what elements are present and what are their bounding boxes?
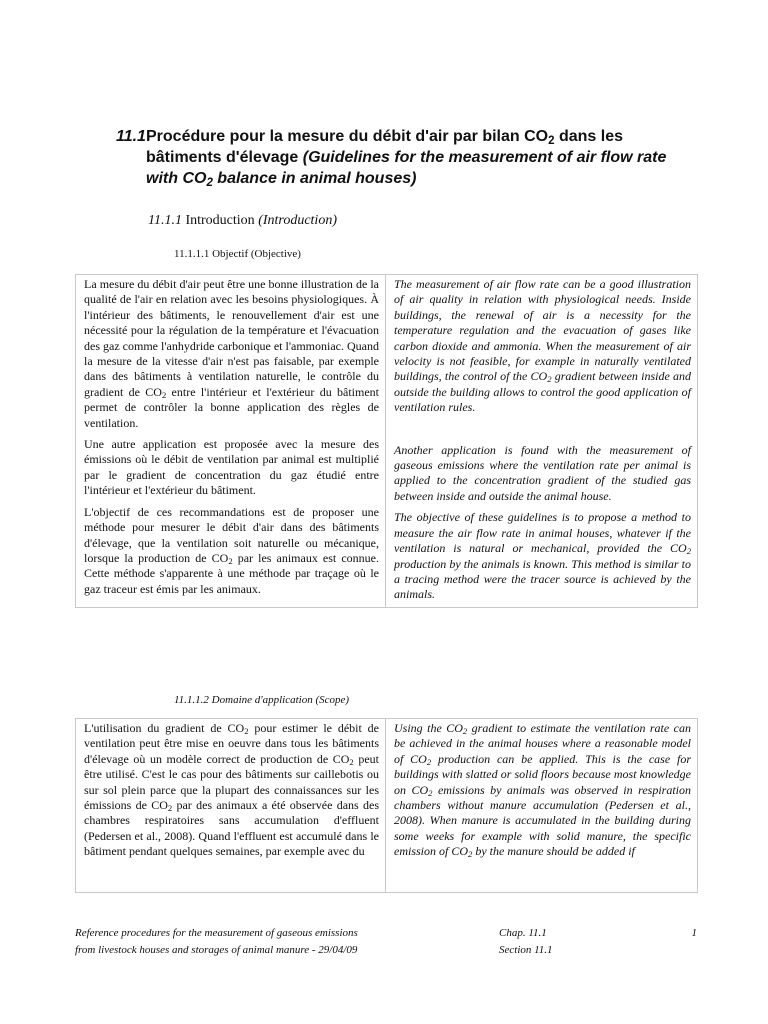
footer-line: from livestock houses and storages of animal manure - 29/04/09: [75, 944, 358, 956]
paragraph: Une autre application est proposée avec la mesure des émissions où le débit de ventilation par animal est multiplié par le gradient de concentration du gaz étudié entre l'intérieur et l'extérieur du bâtiment.: [84, 437, 379, 498]
scope-table: [75, 718, 698, 893]
french-column: [76, 719, 386, 893]
section-label: Section 11.1: [499, 944, 553, 956]
footer-reference: [75, 925, 455, 959]
paragraph: The objective of these guidelines is to propose a method to measure the air flow rate in animal houses, whatever if the ventilation is natural or mechanical, provided the $CO_2$ production by the animals is known. This method is similar to a tracing method were the tracer source is achieved by the animals.: [394, 510, 691, 602]
subsection-number: 11.1.1: [148, 213, 182, 228]
heading-title-fr: Procédure pour la mesure du débit d'air par bilan $CO_2$ dans les bâtiments d'élevage: [146, 128, 623, 166]
footer-line: Reference procedures for the measurement of gaseous emissions: [75, 927, 358, 939]
subsection-title-en: (Introduction): [258, 213, 337, 228]
objective-table: [75, 274, 698, 608]
subsection-heading-11-1-1: [148, 212, 337, 230]
paragraph: La mesure du débit d'air peut être une bonne illustration de la qualité de l'air en relation avec les besoins physiologiques. À l'intérieur des bâtiments, le renouvellement d'air est une nécessité pour la régulation de la température et l'évacuation des gaz comme l'anhydride carbonique et l'ammoniac. Quand la mesure de la vitesse d'air n'est pas faisable, par exemple dans des bâtiments à ventilation naturelle, le contrôle du gradient de $CO_2$ entre l'intérieur et l'extérieur du bâtiment permet de contrôler la bonne application des règles de ventilation.: [84, 277, 379, 430]
subsubsection-heading-objective: 11.1.1.1 Objectif (Objective): [174, 248, 301, 260]
chapter-label: Chap. 11.1: [499, 927, 547, 939]
page-number: 1: [691, 927, 697, 939]
subsubsection-heading-scope: 11.1.1.2 Domaine d'application (Scope): [174, 694, 350, 706]
paragraph: The measurement of air flow rate can be a good illustration of air quality in relation with physiological needs. Inside buildings, the renewal of air is a necessity for the temperature regulation and the evacuation of gases like carbon dioxide and ammonia. When the measurement of air velocity is not feasible, for example in naturally ventilated buildings, the control of the $CO_2$ gradient between inside and outside the building allows to control the good application of ventilation rules.: [394, 277, 691, 415]
table-row: [76, 275, 698, 608]
paragraph: Another application is found with the measurement of gaseous emissions where the ventilation rate per animal is applied to the concentration gradient of the studied gas between inside and outside the animal house.: [394, 442, 691, 503]
english-column: [386, 275, 698, 608]
paragraph: L'objectif de ces recommandations est de proposer une méthode pour mesurer le débit d'air dans des bâtiments d'élevage, que la ventilation soit naturelle ou mécanique, lorsque la production de $CO_2$ par les animaux est connue. Cette méthode s'apparente à une méthode par traçage où le gaz traceur est émis par les animaux.: [84, 504, 379, 596]
paragraph: L'utilisation du gradient de $CO_2$ pour estimer le débit de ventilation peut être mise en oeuvre dans tous les bâtiments d'élevage où un modèle correct de production de $CO_2$ peut être utilisé. C'est le cas pour des bâtiments sur caillebotis ou sur sol plein parce que la plupart des connaissances sur les émissions de $CO_2$ par des animaux a été observée dans des chambres respiratoires sans accumulation d'effluent (Pedersen et al., 2008). Quand l'effluent est accumulé dans le bâtiment pendant quelques semaines, par exemple avec du: [84, 721, 379, 859]
footer-chapter: [499, 925, 599, 959]
french-column: [76, 275, 386, 608]
table-row: [76, 719, 698, 893]
section-heading-11-1: [116, 126, 696, 189]
paragraph: Using the $CO_2$ gradient to estimate the ventilation rate can be achieved in the animal houses where a reasonable model of $CO_2$ production can be applied. This is the case for buildings with slatted or solid floors because most knowledge on $CO_2$ emissions by animals was observed in respiration chambers without manure accumulation (Pedersen et al., 2008). When manure is accumulated in the building during some weeks for example with solid manure, the specific emission of $CO_2$ by the manure should be added if: [394, 721, 691, 860]
heading-title-en: (Guidelines for the measurement of air flow rate with $CO_2$ balance in animal houses): [146, 149, 667, 189]
heading-number: 11.1: [116, 128, 146, 145]
english-column: [386, 719, 698, 893]
subsection-title-fr: Introduction: [185, 213, 255, 228]
